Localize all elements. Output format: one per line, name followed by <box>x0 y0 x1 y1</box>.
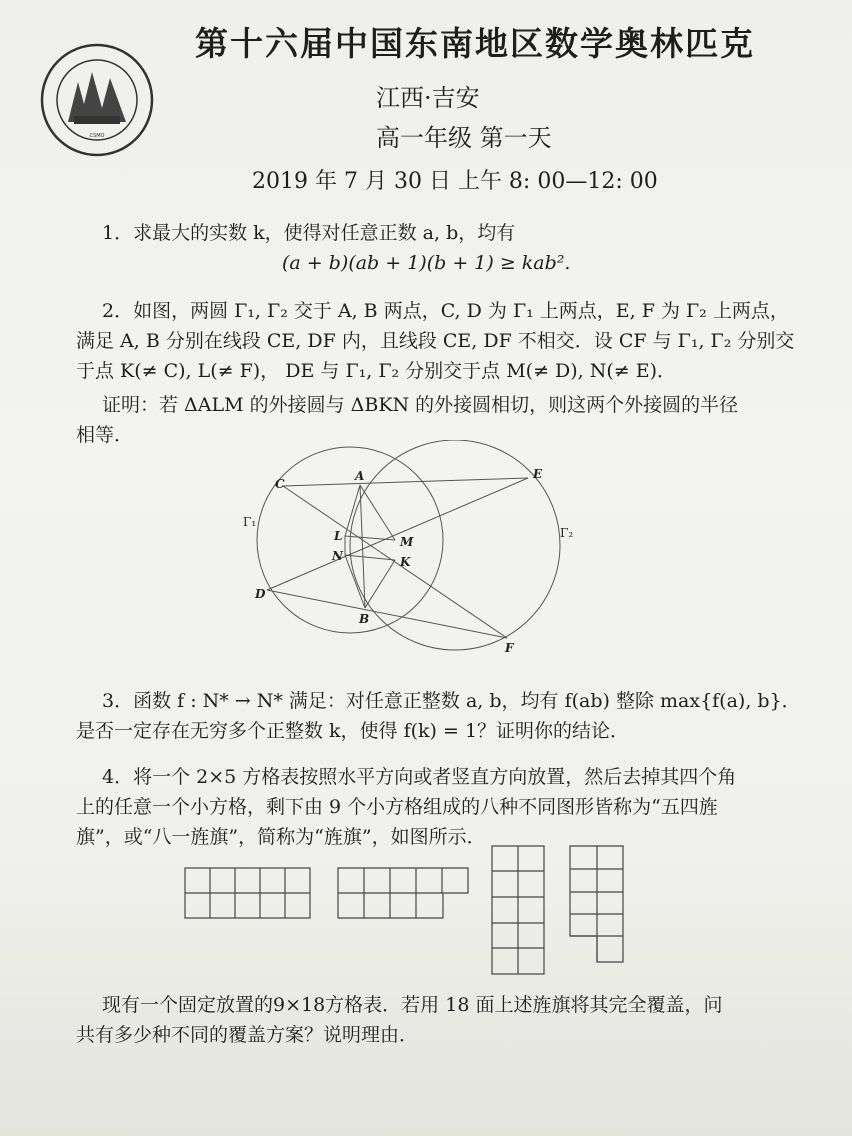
problem-2-line-3: 于点 K(≠ C), L(≠ F)， DE 与 Γ₁, Γ₂ 分别交于点 M(≠ D), N(≠ E)． <box>76 360 677 382</box>
segment-al <box>345 485 360 536</box>
label-gamma-1: Γ₁ <box>243 515 257 529</box>
flag-shape-vertical-full <box>492 846 544 974</box>
geometry-figure <box>235 440 575 665</box>
problem-2-line-4: 证明：若 ΔALM 的外接圆与 ΔBKN 的外接圆相切，则这两个外接圆的半径 <box>102 394 739 416</box>
competition-seal-icon <box>30 42 164 158</box>
segment-ab <box>360 485 365 608</box>
flag-shape-horizontal-notched <box>338 868 468 918</box>
label-c: C <box>275 477 285 491</box>
problem-4-line-5: 共有多少种不同的覆盖方案？说明理由． <box>76 1024 419 1046</box>
problem-2-line-5: 相等． <box>76 424 134 446</box>
problem-4-line-1: 4．将一个 2×5 方格表按照水平方向或者竖直方向放置，然后去掉其四个角 <box>102 766 737 788</box>
label-n: N <box>332 549 343 563</box>
label-a: A <box>355 469 365 483</box>
flag-shape-horizontal-full <box>185 868 310 918</box>
segment-bn <box>345 555 365 608</box>
page-title: 第十六届中国东南地区数学奥林匹克 <box>195 24 755 63</box>
problem-3-line-2: 是否一定存在无穷多个正整数 k，使得 f(k) = 1？证明你的结论． <box>76 720 630 742</box>
segment-am <box>360 485 395 540</box>
label-gamma-2: Γ₂ <box>560 526 574 540</box>
problem-3-line-1: 3．函数 f : N* → N* 满足：对任意正整数 a, b，均有 f(ab) 整除 max{f(a), b}． <box>102 690 801 712</box>
label-k: K <box>400 555 411 569</box>
circle-gamma-2 <box>350 440 560 650</box>
flag-shapes-figure <box>180 838 640 983</box>
problem-1-formula: (a + b)(ab + 1)(b + 1) ≥ kab². <box>282 252 571 274</box>
label-f: F <box>505 641 514 655</box>
label-d: D <box>255 587 266 601</box>
label-m: M <box>400 535 414 549</box>
grade-day: 高一年级 第一天 <box>376 124 552 152</box>
label-e: E <box>533 467 543 481</box>
problem-4-line-4: 现有一个固定放置的9×18方格表．若用 18 面上述旌旗将其完全覆盖，问 <box>102 994 723 1016</box>
label-l: L <box>334 529 343 543</box>
problem-2-line-2: 满足 A, B 分别在线段 CE, DF 内，且线段 CE, DF 不相交．设 CF 与 Γ₁, Γ₂ 分别交 <box>76 330 795 352</box>
segment-ce <box>283 478 528 486</box>
problem-2-line-1: 2．如图，两圆 Γ₁, Γ₂ 交于 A, B 两点，C, D 为 Γ₁ 上两点，E, F 为 Γ₂ 上两点， <box>102 300 789 322</box>
problem-4-line-3: 旗”，或“八一旌旗”，简称为“旌旗”，如图所示． <box>76 826 486 848</box>
location: 江西·吉安 <box>376 84 480 112</box>
flag-shape-vertical-notched <box>570 846 623 962</box>
segment-de <box>267 478 528 590</box>
segment-bk <box>365 560 395 608</box>
label-b: B <box>359 612 370 626</box>
problem-4-line-2: 上的任意一个小方格，剩下由 9 个小方格组成的八种不同图形皆称为“五四旌 <box>76 796 718 818</box>
problem-1-statement: 1．求最大的实数 k，使得对任意正数 a, b，均有 <box>102 222 516 244</box>
exam-datetime: 2019 年 7 月 30 日 上午 8: 00—12: 00 <box>252 169 658 194</box>
svg-text:CSMO: CSMO <box>89 133 105 139</box>
